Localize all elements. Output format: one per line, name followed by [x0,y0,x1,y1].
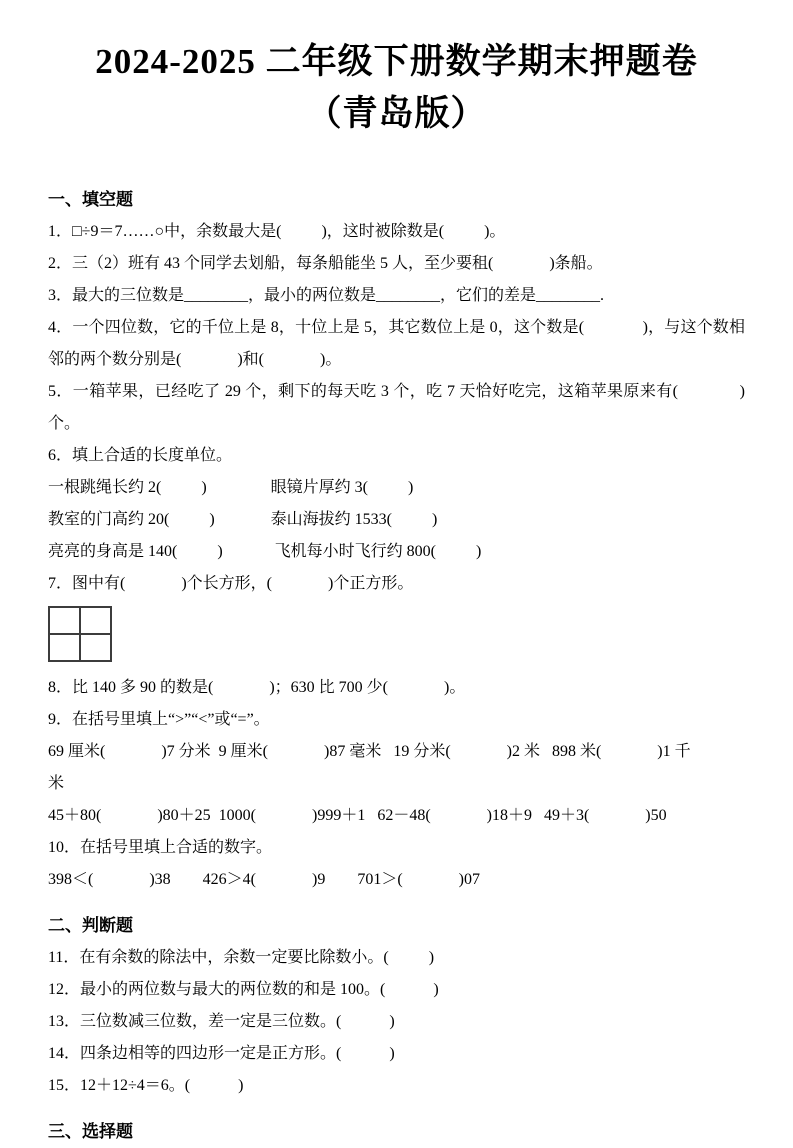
section-heading-judge: 二、判断题 [48,915,133,935]
question-6-row-3: 亮亮的身高是 140( ) 飞机每小时飞行约 800( ) [48,542,482,560]
question-5: 5．一箱苹果，已经吃了 29 个，剩下的每天吃 3 个，吃 7 天恰好吃完，这箱苹果原来有( )个。 [48,382,745,432]
question-9-row-2: 45＋80( )80＋25 1000( )999＋1 62－48( )18＋9 49＋3( )50 [48,806,667,824]
title-line-1: 2024-2025 二年级下册数学期末押题卷 [95,42,698,81]
rectangle-grid-figure [48,606,112,662]
section-multiple-choice [48,1116,745,1148]
section-heading-choice: 三、选择题 [48,1121,133,1141]
question-15: 15．12＋12÷4＝6。( ) [48,1076,244,1094]
question-4: 4．一个四位数，它的千位上是 8，十位上是 5，其它数位上是 0，这个数是( )，与这个数相邻的两个数分别是( )和( )。 [48,318,745,368]
question-1: 1．□÷9＝7……○中，余数最大是( )，这时被除数是( )。 [48,222,506,240]
grid-cell [49,634,80,661]
question-9: 9．在括号里填上“>”“<”或“=”。 [48,710,270,728]
question-11: 11．在有余数的除法中，余数一定要比除数小。( ) [48,948,435,966]
question-8: 8．比 140 多 90 的数是( )；630 比 700 少( )。 [48,678,466,696]
question-7: 7．图中有( )个长方形，( )个正方形。 [48,574,414,592]
question-10-row: 398＜( )38 426＞4( )9 701＞( )07 [48,870,480,888]
question-13: 13．三位数减三位数，差一定是三位数。( ) [48,1012,395,1030]
title-line-2: （青岛版） [306,93,487,133]
question-6: 6．填上合适的长度单位。 [48,446,233,464]
section-fill-in-blanks [48,184,745,896]
question-10: 10．在括号里填上合适的数字。 [48,838,273,856]
question-6-row-1: 一根跳绳长约 2( ) 眼镜片厚约 3( ) [48,478,414,496]
question-12: 12．最小的两位数与最大的两位数的和是 100。( ) [48,980,439,998]
question-9-row-1: 69 厘米( )7 分米 9 厘米( )87 毫米 19 分米( )2 米 898 米( )1 千 [48,742,691,760]
grid-cell [80,634,111,661]
page-title [48,36,745,140]
question-2: 2．三（2）班有 43 个同学去划船，每条船能坐 5 人，至少要租( )条船。 [48,254,603,272]
question-14: 14．四条边相等的四边形一定是正方形。( ) [48,1044,395,1062]
grid-cell [49,607,80,634]
question-6-row-2: 教室的门高约 20( ) 泰山海拔约 1533( ) [48,510,438,528]
grid-cell [80,607,111,634]
section-true-false [48,910,745,1102]
question-3: 3．最大的三位数是________，最小的两位数是________，它们的差是________. [48,286,605,304]
question-9-row-1-wrap: 米 [48,774,65,792]
section-heading-fill: 一、填空题 [48,189,133,209]
